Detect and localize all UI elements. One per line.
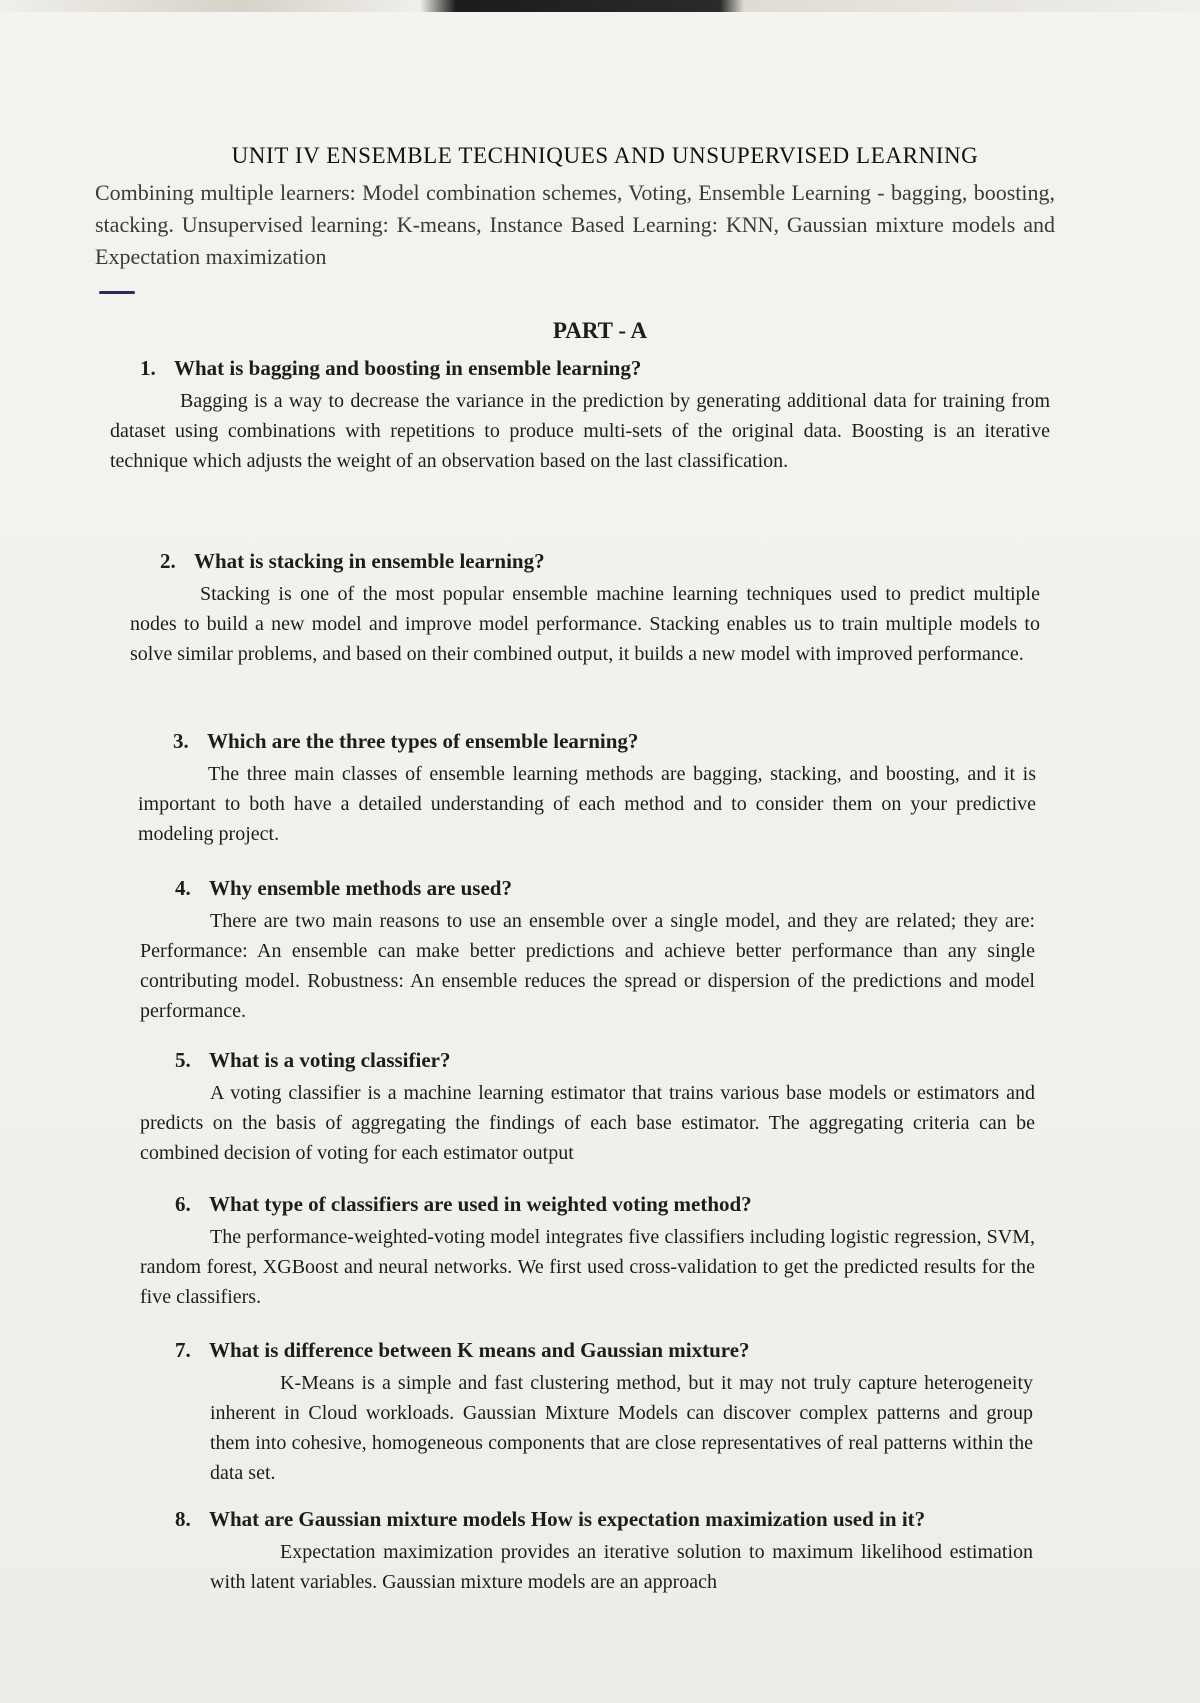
unit-title: UNIT IV ENSEMBLE TECHNIQUES AND UNSUPERVISED LEARNING bbox=[231, 143, 979, 168]
answer-1: Bagging is a way to decrease the variance in the prediction by generating additional data for training from dataset using combinations with repetitions to produce multi-sets of the original data. Boosting is an iterative technique which adjusts the weight of an observation based on the last classification. bbox=[110, 390, 1050, 472]
answer-8: Expectation maximization provides an iterative solution to maximum likelihood estimation with latent variables. Gaussian mixture models are an approach bbox=[210, 1541, 1033, 1593]
question-number: 3. bbox=[173, 729, 189, 753]
qa-item-4 bbox=[140, 874, 1035, 1026]
question-5 bbox=[175, 1046, 1035, 1074]
question-text: What type of classifiers are used in weighted voting method? bbox=[209, 1192, 752, 1216]
question-text: What is a voting classifier? bbox=[209, 1048, 451, 1072]
question-number: 1. bbox=[140, 356, 156, 380]
answer-4: There are two main reasons to use an ensemble over a single model, and they are related; they are: Performance: An ensemble can make better predictions and achieve better performance than any single contributing model. Robustness: An ensemble reduces the spread or dispersion of the predictions and model performance. bbox=[140, 910, 1035, 1022]
question-text: Why ensemble methods are used? bbox=[209, 876, 512, 900]
question-text: What is difference between K means and Gaussian mixture? bbox=[209, 1338, 750, 1362]
pen-underline-mark bbox=[99, 291, 135, 294]
unit-header bbox=[95, 143, 1055, 273]
syllabus-text: Combining multiple learners: Model combination schemes, Voting, Ensemble Learning - bagging, boosting, stacking. Unsupervised learning: K-means, Instance Based Learning: KNN, Gaussian mixture models and Expectation maximization bbox=[95, 180, 1055, 269]
question-7 bbox=[175, 1336, 1033, 1364]
qa-item-1 bbox=[110, 354, 1050, 476]
part-title: PART - A bbox=[552, 318, 648, 343]
qa-item-6 bbox=[140, 1190, 1035, 1312]
question-8 bbox=[175, 1505, 1033, 1533]
question-text: What is bagging and boosting in ensemble learning? bbox=[174, 356, 642, 380]
question-6 bbox=[175, 1190, 1035, 1218]
qa-item-5 bbox=[140, 1046, 1035, 1168]
question-3 bbox=[173, 727, 1036, 755]
question-number: 6. bbox=[175, 1192, 191, 1216]
question-text: Which are the three types of ensemble learning? bbox=[207, 729, 639, 753]
question-number: 5. bbox=[175, 1048, 191, 1072]
question-number: 7. bbox=[175, 1338, 191, 1362]
question-1 bbox=[140, 354, 1050, 382]
question-text: What is stacking in ensemble learning? bbox=[194, 549, 545, 573]
question-number: 8. bbox=[175, 1507, 191, 1531]
question-text: What are Gaussian mixture models How is expectation maximization used in it? bbox=[209, 1507, 926, 1531]
question-4 bbox=[175, 874, 1035, 902]
qa-item-2 bbox=[130, 547, 1040, 669]
qa-item-8 bbox=[175, 1505, 1033, 1597]
answer-6: The performance-weighted-voting model integrates five classifiers including logistic regression, SVM, random forest, XGBoost and neural networks. We first used cross-validation to get the predicted results for the five classifiers. bbox=[140, 1226, 1035, 1308]
answer-2: Stacking is one of the most popular ensemble machine learning techniques used to predict multiple nodes to build a new model and improve model performance. Stacking enables us to train multiple models to solve similar problems, and based on their combined output, it builds a new model with improved performance. bbox=[130, 583, 1040, 665]
qa-item-3 bbox=[138, 727, 1036, 849]
question-number: 4. bbox=[175, 876, 191, 900]
answer-7: K-Means is a simple and fast clustering method, but it may not truly capture heterogeneity inherent in Cloud workloads. Gaussian Mixture Models can discover complex patterns and group them into cohesive, homogeneous components that are close representatives of real patterns within the data set. bbox=[210, 1372, 1033, 1484]
question-number: 2. bbox=[160, 549, 176, 573]
scan-top-edge bbox=[0, 0, 1200, 12]
answer-3: The three main classes of ensemble learning methods are bagging, stacking, and boosting, and it is important to both have a detailed understanding of each method and to consider them on your predictive modeling project. bbox=[138, 763, 1036, 845]
question-2 bbox=[160, 547, 1040, 575]
qa-item-7 bbox=[175, 1336, 1033, 1488]
answer-5: A voting classifier is a machine learning estimator that trains various base models or estimators and predicts on the basis of aggregating the findings of each base estimator. The aggregating criteria can be combined decision of voting for each estimator output bbox=[140, 1082, 1035, 1164]
